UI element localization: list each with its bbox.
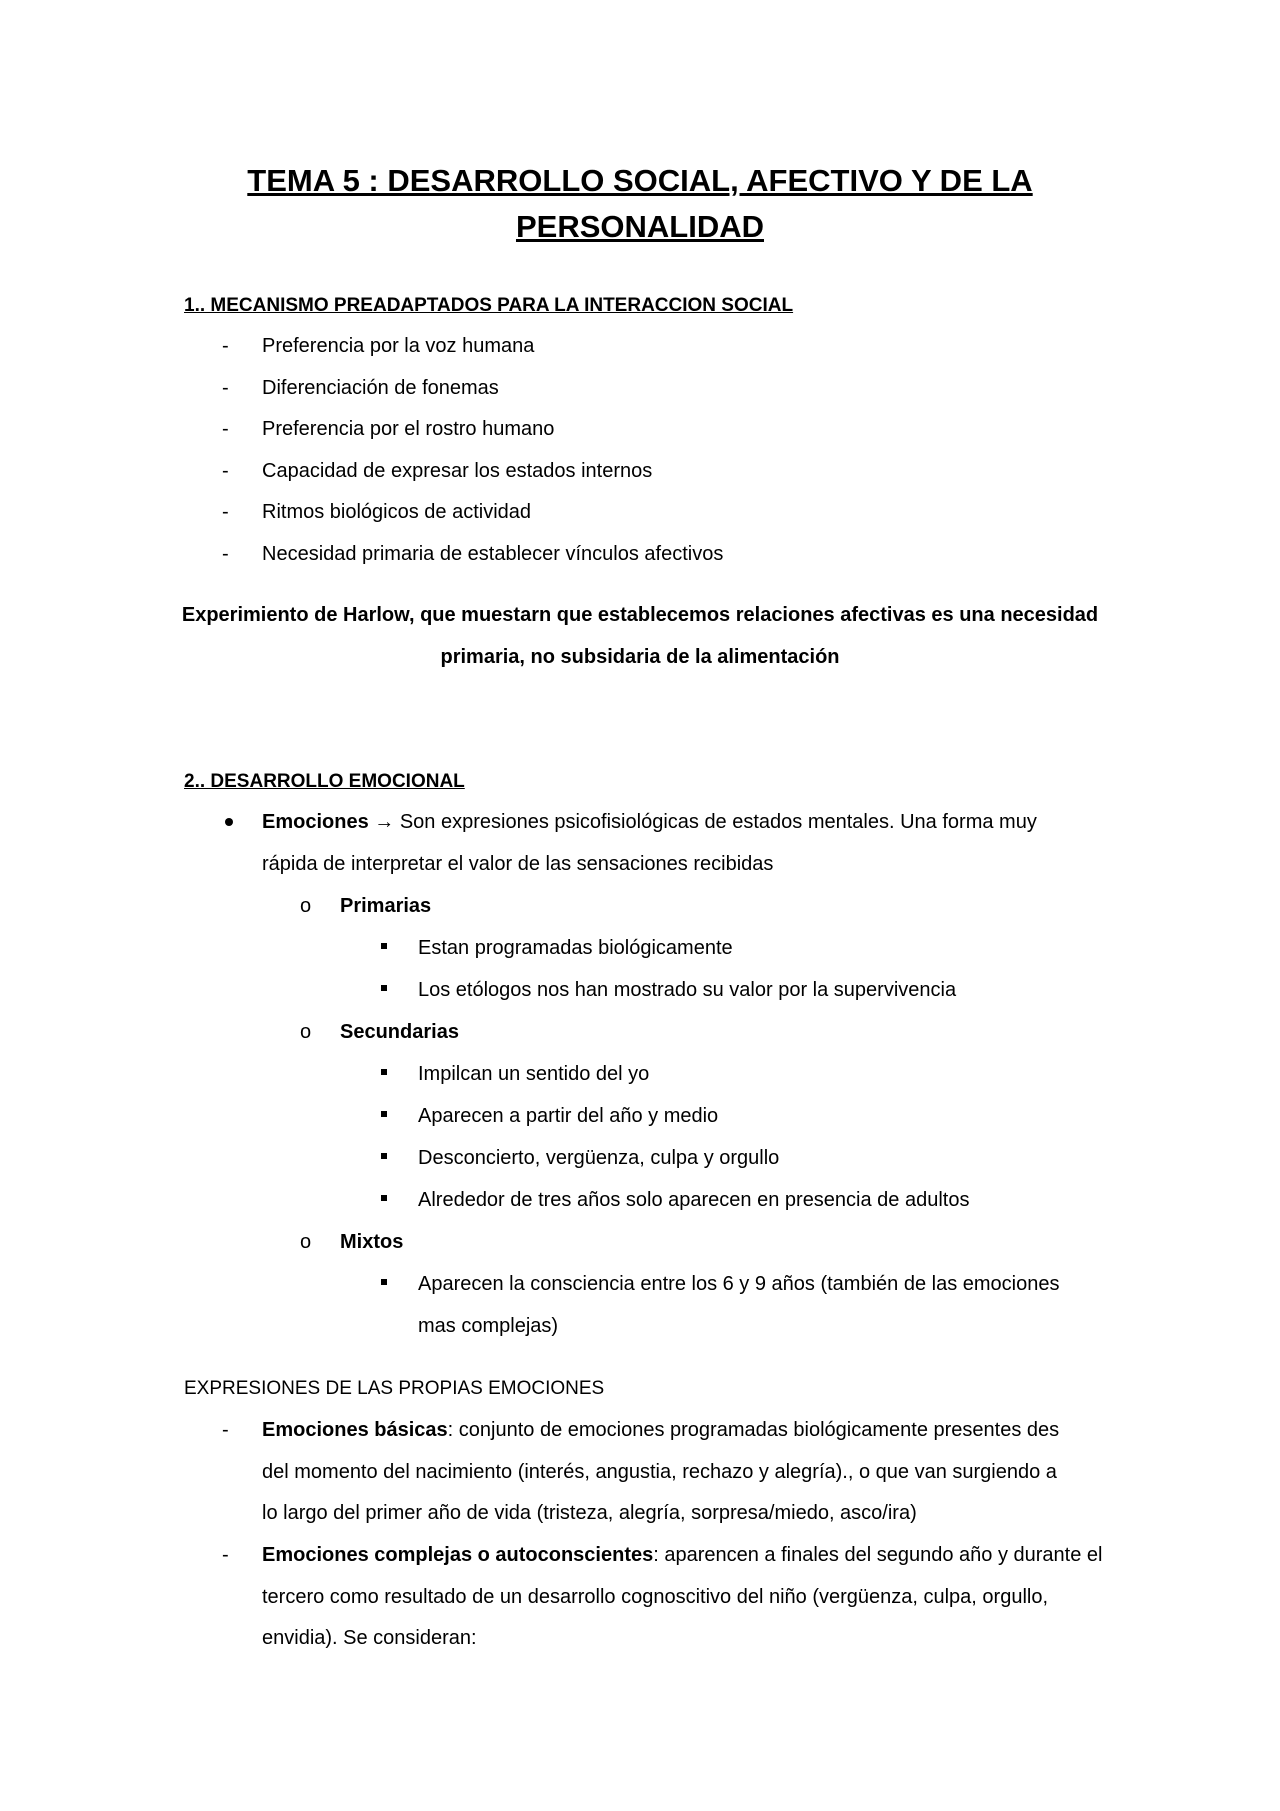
square-bullet <box>381 1111 387 1117</box>
arrow-icon: → <box>374 811 395 833</box>
list-item: Aparecen a partir del año y medio <box>418 1105 719 1127</box>
square-bullet <box>381 943 387 949</box>
section-2-heading: 2.. DESARROLLO EMOCIONAL <box>184 771 465 792</box>
section-3-heading: EXPRESIONES DE LAS PROPIAS EMOCIONES <box>184 1378 605 1399</box>
document-title-line-2: PERSONALIDAD <box>515 209 764 244</box>
list-item: Estan programadas biológicamente <box>418 937 733 959</box>
circle-bullet: o <box>300 1231 312 1253</box>
dash-bullet: - <box>222 1544 229 1566</box>
list-item: Impilcan un sentido del yo <box>418 1063 650 1085</box>
list-item: Diferenciación de fonemas <box>262 377 499 399</box>
list-item: Preferencia por el rostro humano <box>262 418 555 440</box>
circle-bullet: o <box>300 1021 312 1043</box>
emociones-basicas-line-2: del momento del nacimiento (interés, angustia, rechazo y alegría)., o que van surgiendo a <box>262 1461 1057 1483</box>
emociones-complejas-line-2: tercero como resultado de un desarrollo cognoscitivo del niño (vergüenza, culpa, orgullo, <box>262 1586 1049 1608</box>
emociones-complejas-line-1 <box>262 1542 1102 1568</box>
list-item-continuation: mas complejas) <box>418 1315 559 1337</box>
list-item: Preferencia por la voz humana <box>262 335 535 357</box>
dash-bullet: - <box>222 501 229 523</box>
square-bullet <box>381 1153 387 1159</box>
list-item: Aparecen la consciencia entre los 6 y 9 años (también de las emociones <box>418 1273 1060 1295</box>
dash-bullet: - <box>222 418 229 440</box>
primarias-label: Primarias <box>340 895 432 917</box>
emociones-line-2: rápida de interpretar el valor de las sensaciones recibidas <box>262 853 774 875</box>
dash-bullet: - <box>222 543 229 565</box>
dash-bullet: - <box>222 460 229 482</box>
square-bullet <box>381 985 387 991</box>
emociones-basicas-line-3: lo largo del primer año de vida (tristeza, alegría, sorpresa/miedo, asco/ira) <box>262 1502 917 1524</box>
emociones-complejas-line-3: envidia). Se consideran: <box>262 1627 477 1649</box>
list-item: Desconcierto, vergüenza, culpa y orgullo <box>418 1147 780 1169</box>
square-bullet <box>381 1279 387 1285</box>
bullet-dot <box>225 818 233 826</box>
secundarias-label: Secundarias <box>340 1021 459 1043</box>
document-title-line-1: TEMA 5 : DESARROLLO SOCIAL, AFECTIVO Y DE LA <box>247 163 1033 198</box>
square-bullet <box>381 1195 387 1201</box>
list-item: Capacidad de expresar los estados internos <box>262 460 653 482</box>
square-bullet <box>381 1069 387 1075</box>
harlow-note-line-2: primaria, no subsidaria de la alimentación <box>440 646 840 668</box>
dash-bullet: - <box>222 335 229 357</box>
emociones-basicas-text: : conjunto de emociones programadas biológicamente presentes des <box>447 1419 1060 1441</box>
dash-bullet: - <box>222 377 229 399</box>
list-item: Los etólogos nos han mostrado su valor por la supervivencia <box>418 979 957 1001</box>
emociones-basicas-label: Emociones básicas <box>262 1419 448 1441</box>
list-item: Necesidad primaria de establecer vínculos afectivos <box>262 543 724 565</box>
emociones-line-1 <box>262 809 1037 835</box>
emociones-complejas-text: : aparencen a finales del segundo año y durante el <box>653 1544 1103 1566</box>
list-item: Alrededor de tres años solo aparecen en presencia de adultos <box>418 1189 970 1211</box>
dash-bullet: - <box>222 1419 229 1441</box>
emociones-label: Emociones <box>262 811 369 833</box>
harlow-note-line-1: Experimiento de Harlow, que muestarn que establecemos relaciones afectivas es una necesidad <box>181 604 1099 626</box>
emociones-basicas-line-1 <box>262 1417 1059 1443</box>
list-item: Ritmos biológicos de actividad <box>262 501 532 523</box>
circle-bullet: o <box>300 895 312 917</box>
section-1-heading: 1.. MECANISMO PREADAPTADOS PARA LA INTERACCION SOCIAL <box>184 295 794 316</box>
mixtos-label: Mixtos <box>340 1231 404 1253</box>
emociones-complejas-label: Emociones complejas o autoconscientes <box>262 1544 654 1566</box>
emociones-text: Son expresiones psicofisiológicas de estados mentales. Una forma muy <box>399 811 1037 833</box>
